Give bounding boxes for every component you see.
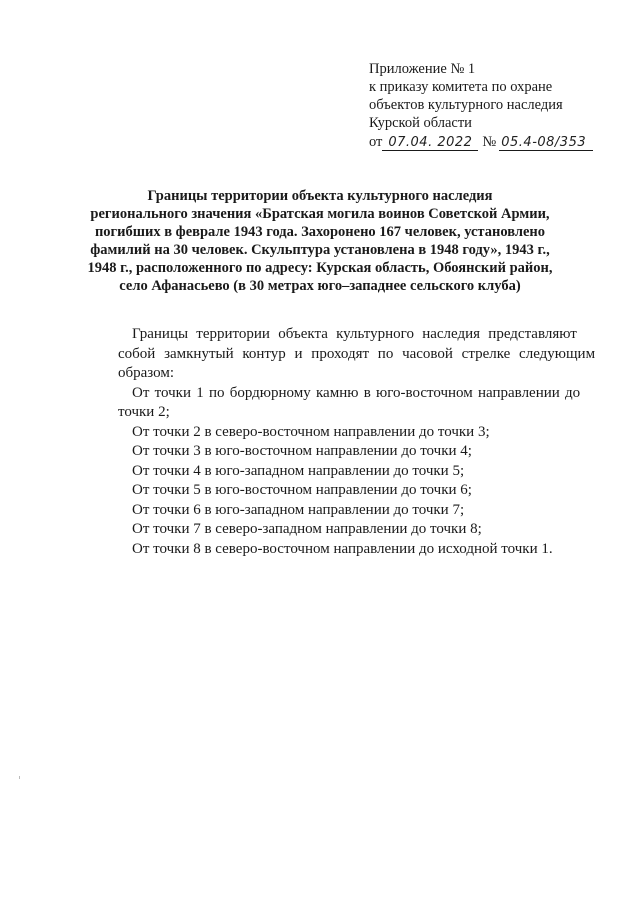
date-prefix: от [369,134,383,150]
boundary-step-1: От точки 1 по бордюрному камню в юго-восточном направлении до [132,384,581,401]
intro-paragraph-line: образом: [118,365,175,381]
boundary-step-5: От точки 5 в юго-восточном направлении до точки 6; [132,482,472,498]
annex-order-line: к приказу комитета по охране [369,79,553,95]
intro-paragraph-line: Границы территории объекта культурного наследия представляют [132,326,577,342]
boundary-step-8: От точки 8 в северо-восточном направлении до исходной точки 1. [132,540,553,557]
title-line: регионального значения «Братская могила воинов Советской Армии, [90,206,550,222]
annex-committee-line: объектов культурного наследия [369,97,563,113]
boundary-step-1-cont: точки 2; [118,404,170,420]
title-line: село Афанасьево (в 30 метрах юго–западнее сельского клуба) [119,278,521,294]
title-line: Границы территории объекта культурного наследия [147,188,493,204]
annex-date-number-line [369,133,619,151]
handwritten-date: 07.04. 2022 [382,135,478,151]
annex-title: Приложение № 1 [369,61,476,77]
title-line: погибших в феврале 1943 года. Захоронено 167 человек, установлено [94,224,546,240]
intro-paragraph-line: собой замкнутый контур и проходят по часовой стрелке следующим [118,345,596,362]
handwritten-order-number: 05.4-08/353 [499,135,593,151]
boundary-step-3: От точки 3 в юго-восточном направлении до точки 4; [132,443,472,459]
annex-header [369,60,619,151]
scan-artifact [19,776,20,779]
annex-region-line: Курской области [369,115,472,131]
boundary-description [118,325,596,559]
boundary-step-7: От точки 7 в северо-западном направлении до точки 8; [132,521,482,537]
title-line: 1948 г., расположенного по адресу: Курская область, Обоянский район, [87,260,553,276]
document-title [80,187,560,295]
number-sign: № [482,134,497,150]
boundary-step-4: От точки 4 в юго-западном направлении до точки 5; [132,462,465,479]
boundary-step-6: От точки 6 в юго-западном направлении до точки 7; [132,501,465,518]
title-line: фамилий на 30 человек. Скульптура установлена в 1948 году», 1943 г., [90,242,550,258]
boundary-step-2: От точки 2 в северо-восточном направлении до точки 3; [132,423,490,440]
